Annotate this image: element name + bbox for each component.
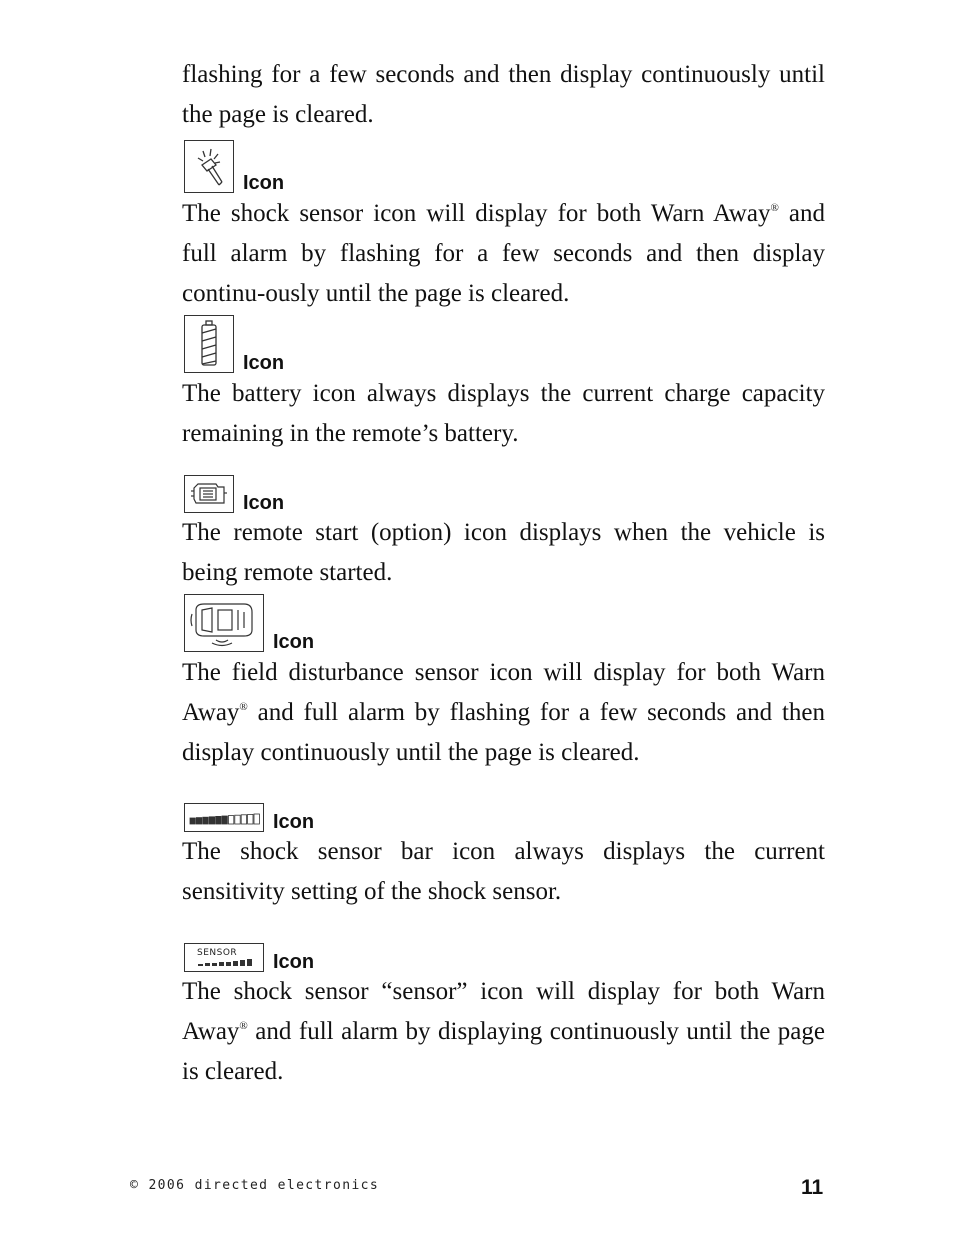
paragraph-continuation: flashing for a few seconds and then display continuously until the page is cleared. bbox=[182, 61, 825, 128]
icon-row-shock-sensor-bar bbox=[184, 803, 314, 832]
sensor-icon bbox=[184, 943, 264, 972]
icon-row-sensor bbox=[184, 943, 314, 972]
sensitivity-segment bbox=[222, 816, 227, 824]
field-disturbance-sensor-icon bbox=[184, 594, 264, 652]
paragraph-shock-sensor-bar: The shock sensor bar icon always displays the current sensitivity setting of the shock sensor. bbox=[182, 838, 825, 905]
sensitivity-segment bbox=[216, 816, 221, 824]
sensitivity-segment bbox=[241, 814, 246, 823]
paragraph-field-disturbance: The field disturbance sensor icon will display for both Warn Away® and full alarm by flashing for a few seconds and then display continuously until the page is cleared. bbox=[182, 659, 825, 766]
sensitivity-segment bbox=[235, 815, 240, 824]
icon-row-shock-sensor bbox=[184, 140, 284, 193]
icon-label: Icon bbox=[273, 811, 315, 833]
remote-start-icon bbox=[184, 475, 234, 513]
sensor-icon-text: SENSOR bbox=[197, 948, 238, 958]
icon-label: Icon bbox=[243, 172, 285, 194]
sensitivity-segment bbox=[248, 814, 253, 824]
sensitivity-segment bbox=[190, 818, 195, 824]
sensitivity-segment bbox=[209, 816, 214, 823]
icon-label: Icon bbox=[243, 352, 285, 374]
registered-mark: ® bbox=[239, 1020, 248, 1032]
paragraph-battery: The battery icon always displays the current charge capacity remaining in the remote’s battery. bbox=[182, 380, 825, 447]
registered-mark: ® bbox=[770, 202, 779, 214]
sensitivity-segment bbox=[203, 817, 208, 824]
icon-row-battery bbox=[184, 315, 284, 373]
sensitivity-segment bbox=[254, 814, 259, 824]
copyright-footer: © 2006 directed electronics bbox=[130, 1178, 380, 1193]
sensitivity-bar bbox=[188, 809, 260, 827]
shock-sensor-icon bbox=[184, 140, 234, 193]
icon-row-remote-start bbox=[184, 475, 284, 513]
icon-label: Icon bbox=[243, 492, 285, 514]
page-number: 11 bbox=[801, 1176, 824, 1199]
icon-row-field-disturbance bbox=[184, 594, 314, 652]
registered-mark: ® bbox=[239, 701, 248, 713]
sensitivity-segment bbox=[228, 815, 233, 823]
paragraph-remote-start: The remote start (option) icon displays when the vehicle is being remote started. bbox=[182, 519, 825, 586]
icon-label: Icon bbox=[273, 951, 315, 973]
paragraph-sensor: The shock sensor “sensor” icon will display for both Warn Away® and full alarm by displaying continuously until the page is cleared. bbox=[182, 978, 825, 1085]
sensitivity-segment bbox=[196, 817, 201, 823]
icon-label: Icon bbox=[273, 631, 315, 653]
shock-sensor-bar-icon bbox=[184, 803, 264, 832]
paragraph-shock-sensor: The shock sensor icon will display for both Warn Away® and full alarm by flashing for a few seconds and then display continu-ously until the page is cleared. bbox=[182, 200, 825, 307]
battery-icon bbox=[184, 315, 234, 373]
